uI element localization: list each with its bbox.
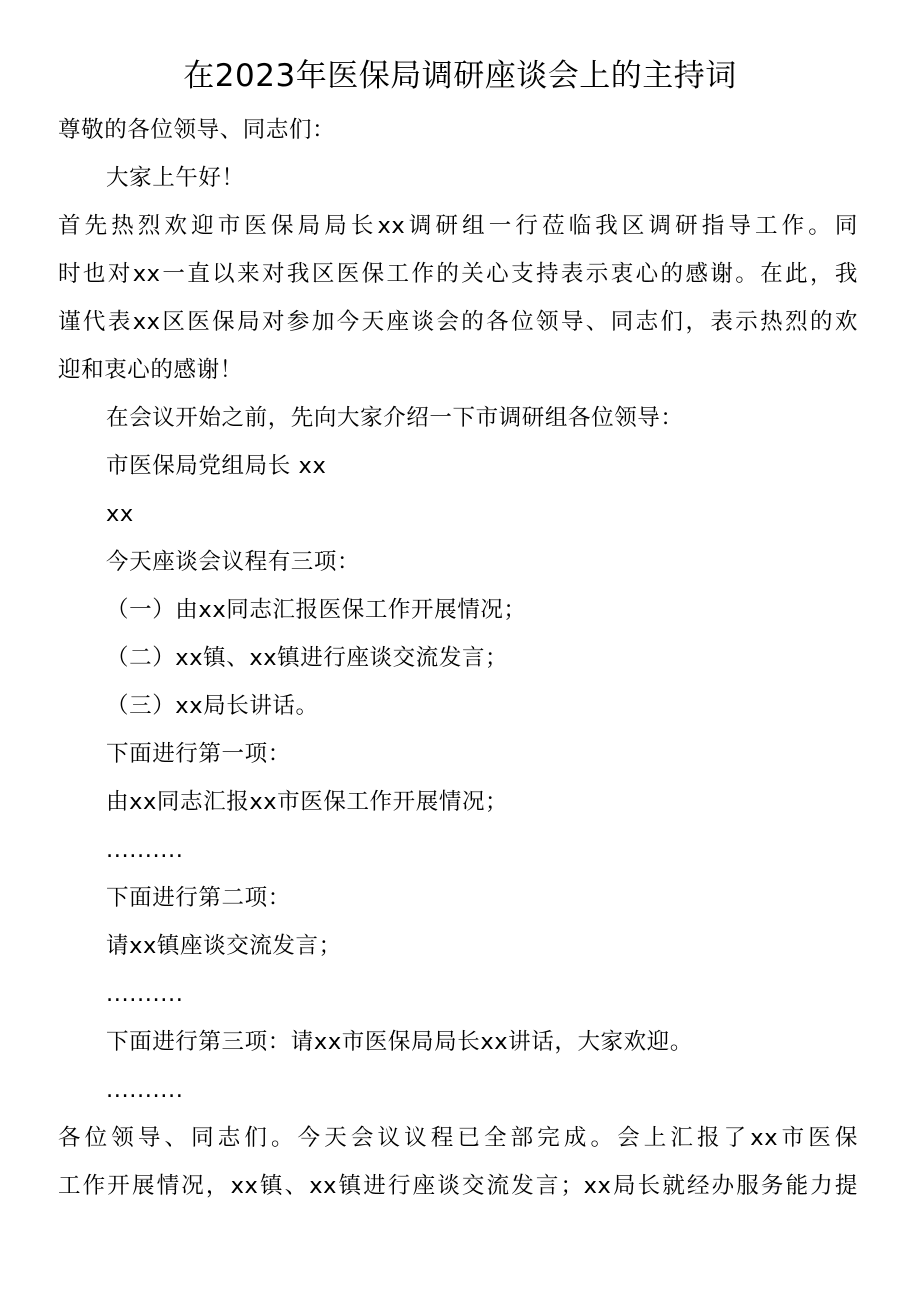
item-text: 由xx同志汇报xx市医保工作开展情况； — [106, 789, 509, 815]
paragraph-line: 迎和衷心的感谢！ — [58, 357, 243, 383]
item-heading: 下面进行第一项： — [106, 741, 291, 767]
ellipsis: .......... — [106, 1077, 184, 1103]
agenda-item: （三）xx局长讲话。 — [106, 693, 319, 719]
intro-line: 在会议开始之前，先向大家介绍一下市调研组各位领导： — [106, 405, 684, 431]
leader-line: 市医保局党组局长 xx — [106, 453, 327, 479]
ellipsis: .......... — [106, 981, 184, 1007]
document-title: 在2023年医保局调研座谈会上的主持词 — [183, 58, 737, 94]
greeting: 大家上午好！ — [106, 165, 245, 191]
item-heading: 下面进行第二项： — [106, 885, 291, 911]
agenda-intro: 今天座谈会议程有三项： — [106, 549, 361, 575]
agenda-item: （一）由xx同志汇报医保工作开展情况； — [106, 597, 527, 623]
paragraph-line: 谨代表xx区医保局对参加今天座谈会的各位领导、同志们，表示热烈的欢 — [58, 309, 858, 335]
item-text: 下面进行第三项：请xx市医保局局长xx讲话，大家欢迎。 — [106, 1029, 693, 1055]
leader-line: xx — [106, 501, 134, 527]
paragraph-line: 工作开展情况，xx镇、xx镇进行座谈交流发言；xx局长就经办服务能力提 — [58, 1173, 858, 1199]
salutation: 尊敬的各位领导、同志们： — [58, 117, 336, 143]
paragraph-line: 首先热烈欢迎市医保局局长xx调研组一行莅临我区调研指导工作。同 — [58, 213, 858, 239]
item-text: 请xx镇座谈交流发言； — [106, 933, 342, 959]
paragraph-line: 时也对xx一直以来对我区医保工作的关心支持表示衷心的感谢。在此，我 — [58, 261, 858, 287]
paragraph-line: 各位领导、同志们。今天会议议程已全部完成。会上汇报了xx市医保 — [58, 1125, 858, 1151]
agenda-item: （二）xx镇、xx镇进行座谈交流发言； — [106, 645, 509, 671]
ellipsis: .......... — [106, 837, 184, 863]
